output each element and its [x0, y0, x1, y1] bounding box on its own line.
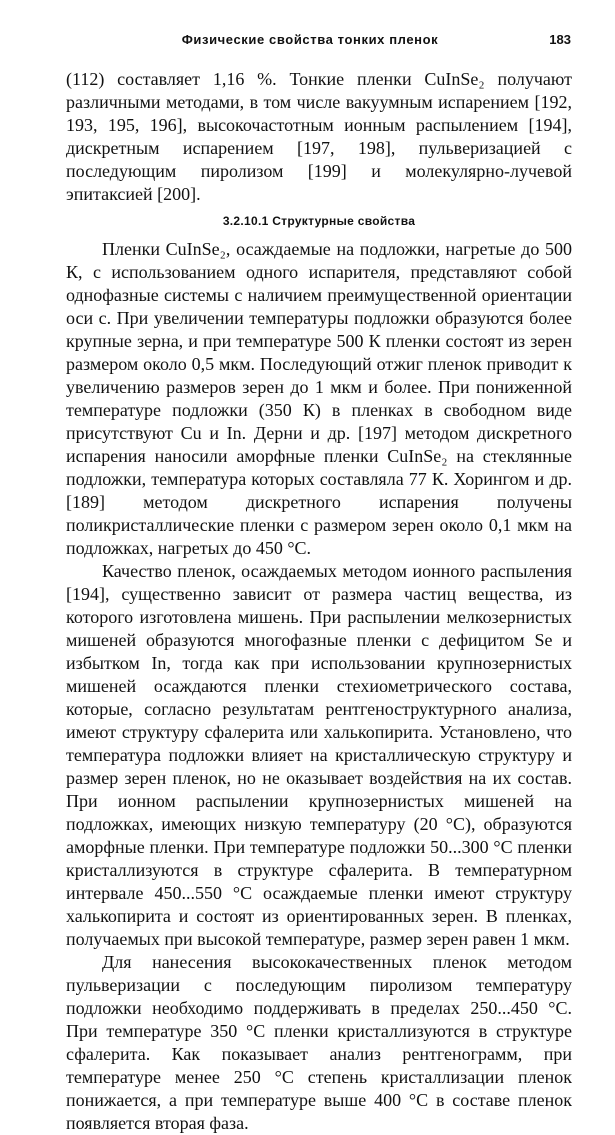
paragraph-spray-pyrolysis: Для нанесения высококачественных пленок методом пульверизации с последующим пиролизом температуру подложки необходимо поддерживать в пределах 250...450 °С. При температуре 350 °С пленки кристаллизуются в структуре сфалерита. Как показывает анализ рентгенограмм, при температуре менее 250 °С степень кристаллизации пленок понижается, а при температуре выше 400 °С в составе пленок появляется вторая фаза.: [66, 952, 572, 1133]
running-title: Физические свойства тонких пленок: [181, 32, 439, 47]
paragraph-intro: (112) составляет 1,16 %. Тонкие пленки CuInSe₂ получают различными методами, в том числе вакуумным испарением [192, 193, 195, 196], высокочастотным ионным распылением [194], дискретным испарением [197, 198], пульверизацией с последующим пиролизом [199] и молекулярно-лучевой эпитаксией [200].: [66, 69, 572, 204]
body-text: [66, 68, 572, 1135]
paragraph-ion-sputtering: Качество пленок, осаждаемых методом ионного распыления [194], существенно зависит от размера частиц вещества, из которого изготовлена мишень. При распылении мелкозернистых мишеней образуются многофазные пленки с дефицитом Se и избытком In, тогда как при использовании крупнозернистых мишеней осаждаются пленки стехиометрического состава, которые, согласно результатам рентгеноструктурного анализа, имеют структуру сфалерита или халькопирита. Установлено, что температура подложки влияет на кристаллическую структуру и размер зерен пленок, но не оказывает воздействия на их состав. При ионном распылении крупнозернистых мишеней на подложках, имеющих низкую температуру (20 °С), образуются аморфные пленки. При температуре подложки 50...300 °С пленки кристаллизуются в структуре сфалерита. В температурном интервале 450...550 °С осаждаемые пленки имеют структуру халькопирита и состоят из ориентированных зерен. В пленках, получаемых при высокой температуре, размер зерен равен 1 мкм.: [66, 561, 572, 949]
page-number: 183: [549, 32, 571, 47]
paragraph-structure-evaporation: Пленки CuInSe₂, осаждаемые на подложки, нагретые до 500 К, с использованием одного испарителя, представляют собой однофазные системы с наличием преимущественной ориентации оси c. При увеличении температуры подложки образуются более крупные зерна, и при температуре 500 К пленки состоят из зерен размером около 0,5 мкм. Последующий отжиг пленок приводит к увеличению размеров зерен до 1 мкм и более. При пониженной температуре подложки (350 К) в пленках в свободном виде присутствуют Cu и In. Дерни и др. [197] методом дискретного испарения наносили аморфные пленки CuInSe₂ на стеклянные подложки, температура которых составляла 77 К. Хорингом и др. [189] методом дискретного испарения получены поликристаллические пленки с размером зерен около 0,1 мкм на подложках, нагретых до 450 °С.: [66, 239, 572, 558]
section-heading: 3.2.10.1 Структурные свойства: [222, 214, 416, 228]
running-head: [0, 32, 615, 54]
